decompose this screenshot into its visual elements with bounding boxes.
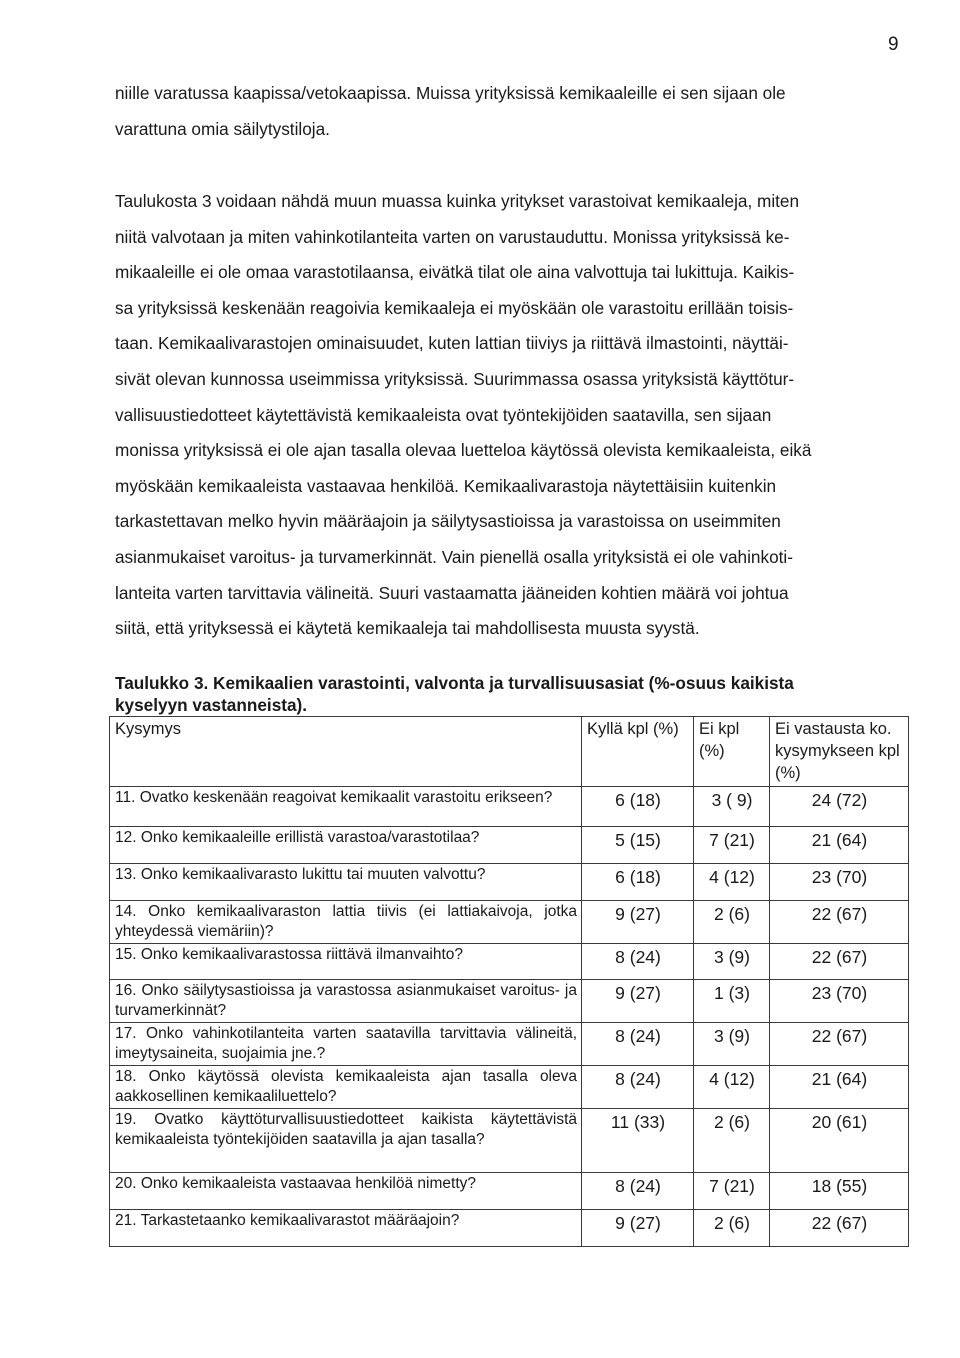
- no-answer-cell: 23 (70): [770, 980, 909, 1023]
- table-row: [110, 827, 909, 864]
- question-cell: 14. Onko kemikaalivaraston lattia tiivis (ei lattiakaivoja, jotka yhteydessä viemäriin)?: [110, 901, 582, 944]
- paragraph-table-summary: [115, 184, 905, 647]
- no-cell: 4 (12): [694, 864, 770, 901]
- no-cell: 2 (6): [694, 1109, 770, 1173]
- table-row: [110, 864, 909, 901]
- text-line: mikaaleille ei ole omaa varastotilaansa, eivätkä tilat ole aina valvottuja tai lukittuja. Kaikis-: [115, 262, 795, 283]
- table-row: [110, 1109, 909, 1173]
- no-answer-cell: 21 (64): [770, 827, 909, 864]
- text-line: varattuna omia säilytystiloja.: [115, 118, 330, 139]
- yes-cell: 6 (18): [582, 864, 694, 901]
- no-answer-cell: 18 (55): [770, 1173, 909, 1210]
- table-row: [110, 901, 909, 944]
- text-line: tarkastettavan melko hyvin määräajoin ja säilytysastioissa ja varastoissa on useimmiten: [115, 511, 781, 532]
- no-cell: 2 (6): [694, 901, 770, 944]
- page-number: 9: [888, 34, 899, 55]
- no-cell: 4 (12): [694, 1066, 770, 1109]
- table-caption: [115, 672, 905, 716]
- no-cell: 2 (6): [694, 1210, 770, 1247]
- text-line: asianmukaiset varoitus- ja turvamerkinnät. Vain pienellä osalla yrityksistä ei ole vahinkoti-: [115, 546, 793, 567]
- yes-cell: 9 (27): [582, 901, 694, 944]
- no-cell: 3 (9): [694, 1023, 770, 1066]
- text-line: myöskään kemikaaleista vastaavaa henkilöä. Kemikaalivarastoja näytettäisiin kuitenkin: [115, 475, 777, 496]
- table-row: [110, 1173, 909, 1210]
- no-answer-cell: 21 (64): [770, 1066, 909, 1109]
- header-no-answer: Ei vastausta ko. kysymykseen kpl (%): [770, 717, 909, 787]
- no-answer-cell: 23 (70): [770, 864, 909, 901]
- question-cell: 15. Onko kemikaalivarastossa riittävä ilmanvaihto?: [110, 944, 582, 980]
- header-no: Ei kpl (%): [694, 717, 770, 787]
- header-question: Kysymys: [110, 717, 582, 787]
- question-cell: 21. Tarkastetaanko kemikaalivarastot määräajoin?: [110, 1210, 582, 1247]
- question-cell: 20. Onko kemikaaleista vastaavaa henkilöä nimetty?: [110, 1173, 582, 1210]
- text-line: niille varatussa kaapissa/vetokaapissa. Muissa yrityksissä kemikaaleille ei sen sijaan ole: [115, 83, 786, 103]
- text-line: siitä, että yrityksessä ei käytetä kemikaaleja tai mahdollisesta muusta syystä.: [115, 618, 700, 639]
- no-answer-cell: 22 (67): [770, 944, 909, 980]
- text-line: taan. Kemikaalivarastojen ominaisuudet, kuten lattian tiiviys ja riittävä ilmastointi, näyttäi-: [115, 333, 789, 354]
- yes-cell: 9 (27): [582, 980, 694, 1023]
- paragraph-intro: [115, 76, 905, 147]
- survey-table: [109, 716, 909, 1247]
- text-line: monissa yrityksissä ei ole ajan tasalla olevaa luetteloa käytössä olevista kemikaaleista, eikä: [115, 440, 812, 461]
- yes-cell: 9 (27): [582, 1210, 694, 1247]
- no-cell: 7 (21): [694, 1173, 770, 1210]
- question-cell: 18. Onko käytössä olevista kemikaaleista ajan tasalla oleva aakkosellinen kemikaaliluettelo?: [110, 1066, 582, 1109]
- no-cell: 3 ( 9): [694, 787, 770, 827]
- text-line: niitä valvotaan ja miten vahinkotilanteita varten on varustauduttu. Monissa yrityksissä ke-: [115, 226, 790, 247]
- yes-cell: 6 (18): [582, 787, 694, 827]
- table-caption-line: Taulukko 3. Kemikaalien varastointi, valvonta ja turvallisuusasiat (%-osuus kaikista: [115, 673, 794, 693]
- yes-cell: 8 (24): [582, 1173, 694, 1210]
- no-cell: 1 (3): [694, 980, 770, 1023]
- table-row: [110, 787, 909, 827]
- question-cell: 17. Onko vahinkotilanteita varten saatavilla tarvittavia välineitä, imeytysaineita, suojaimia jne.?: [110, 1023, 582, 1066]
- text-line: lanteita varten tarvittavia välineitä. Suuri vastaamatta jääneiden kohtien määrä voi johtua: [115, 582, 789, 603]
- question-cell: 11. Ovatko keskenään reagoivat kemikaalit varastoitu erikseen?: [110, 787, 582, 827]
- table-header-row: [110, 717, 909, 787]
- no-cell: 7 (21): [694, 827, 770, 864]
- table-row: [110, 1023, 909, 1066]
- header-yes: Kyllä kpl (%): [582, 717, 694, 787]
- question-cell: 13. Onko kemikaalivarasto lukittu tai muuten valvottu?: [110, 864, 582, 901]
- no-answer-cell: 24 (72): [770, 787, 909, 827]
- no-answer-cell: 22 (67): [770, 1210, 909, 1247]
- table-caption-line: kyselyyn vastanneista).: [115, 695, 308, 715]
- no-answer-cell: 22 (67): [770, 901, 909, 944]
- text-line: vallisuustiedotteet käytettävistä kemikaaleista ovat työntekijöiden saatavilla, sen sijaan: [115, 404, 772, 425]
- question-cell: 12. Onko kemikaaleille erillistä varastoa/varastotilaa?: [110, 827, 582, 864]
- question-cell: 19. Ovatko käyttöturvallisuustiedotteet kaikista käytettävistä kemikaaleista työntekijöiden saatavilla ja ajan tasalla?: [110, 1109, 582, 1173]
- yes-cell: 8 (24): [582, 1023, 694, 1066]
- question-cell: 16. Onko säilytysastioissa ja varastossa asianmukaiset varoitus- ja turvamerkinnät?: [110, 980, 582, 1023]
- text-line: sivät olevan kunnossa useimmissa yrityksissä. Suurimmassa osassa yrityksistä käyttötur-: [115, 368, 795, 389]
- yes-cell: 8 (24): [582, 1066, 694, 1109]
- table-row: [110, 944, 909, 980]
- yes-cell: 8 (24): [582, 944, 694, 980]
- text-line: Taulukosta 3 voidaan nähdä muun muassa kuinka yritykset varastoivat kemikaaleja, miten: [115, 191, 800, 211]
- yes-cell: 5 (15): [582, 827, 694, 864]
- table-row: [110, 980, 909, 1023]
- text-line: sa yrityksissä keskenään reagoivia kemikaaleja ei myöskään ole varastoitu erillään toisis-: [115, 297, 794, 318]
- yes-cell: 11 (33): [582, 1109, 694, 1173]
- table-row: [110, 1210, 909, 1247]
- no-cell: 3 (9): [694, 944, 770, 980]
- table-row: [110, 1066, 909, 1109]
- no-answer-cell: 20 (61): [770, 1109, 909, 1173]
- no-answer-cell: 22 (67): [770, 1023, 909, 1066]
